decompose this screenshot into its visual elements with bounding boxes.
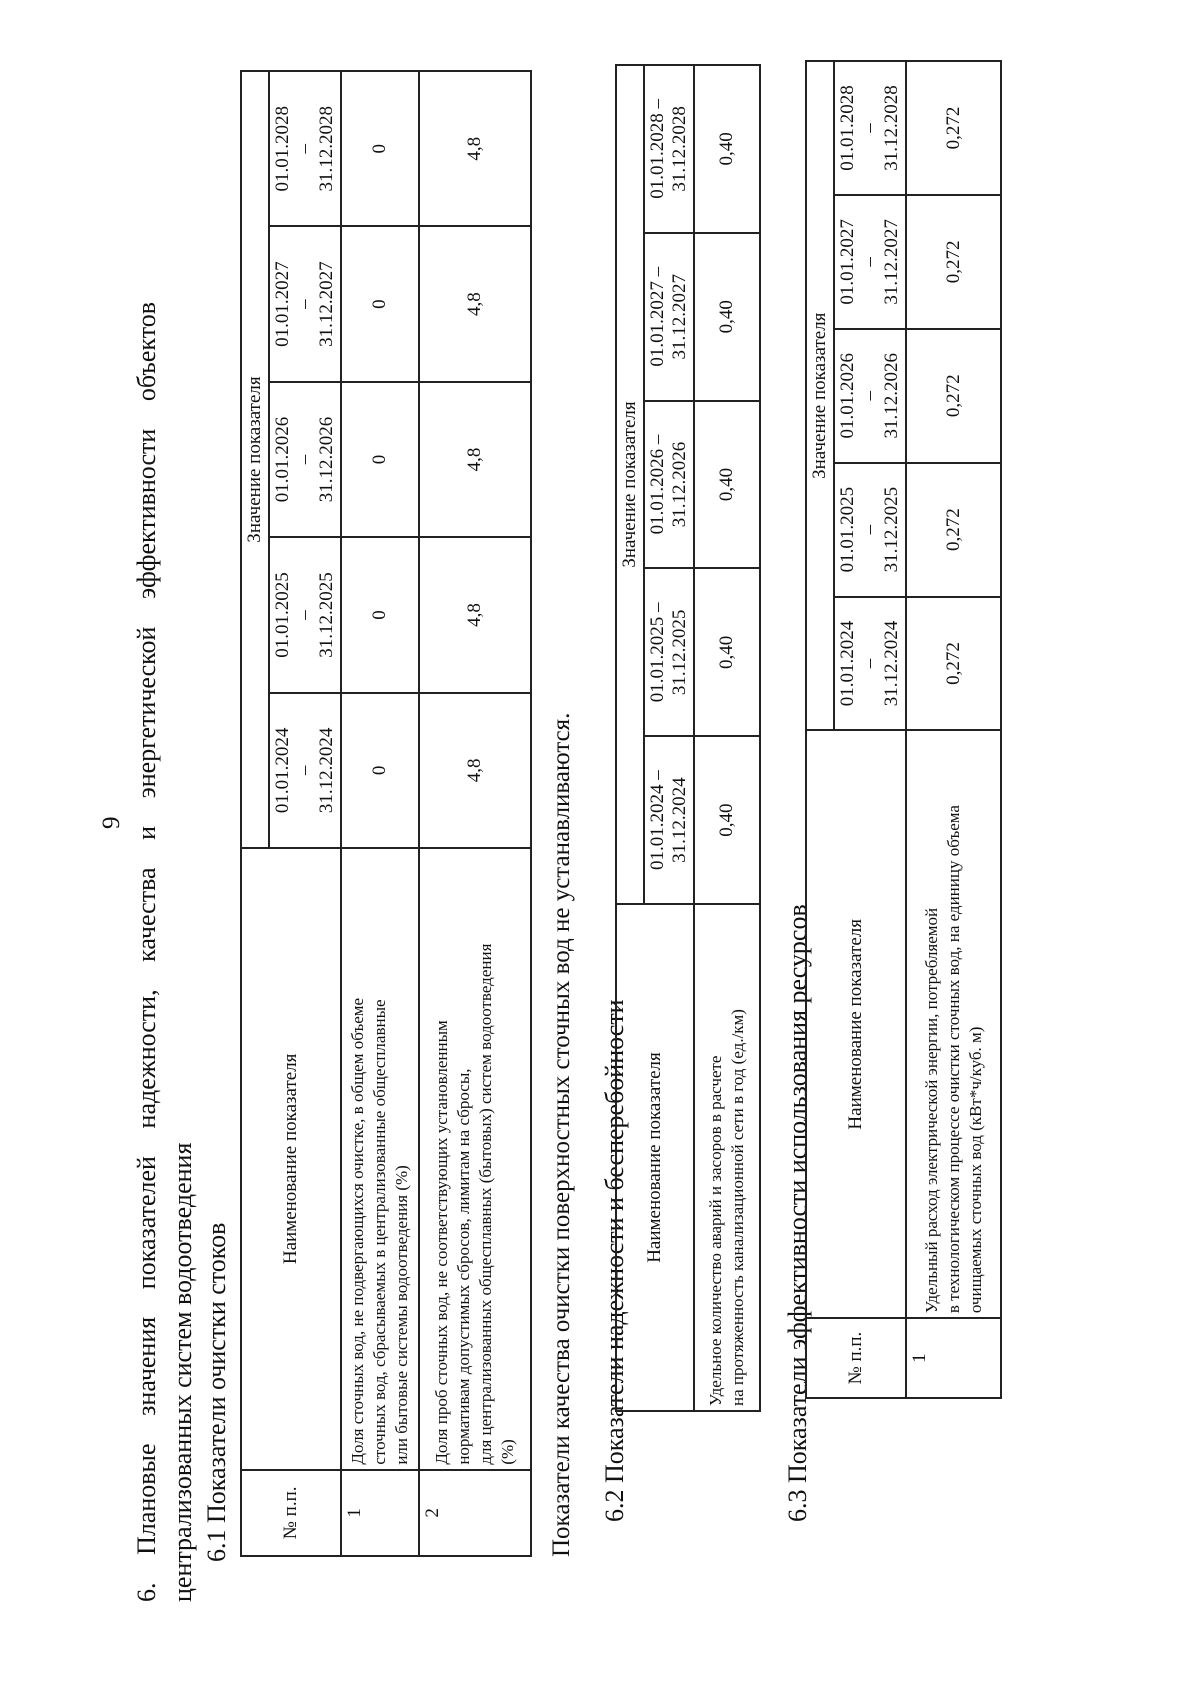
row-value: 0,272 xyxy=(906,597,1001,731)
s61-period: 01.01.2024 – 31.12.2024 xyxy=(269,693,341,848)
row-value: 0,272 xyxy=(906,61,1001,195)
row-value: 4,8 xyxy=(419,71,531,226)
s63-title: 6.3 Показатели эффективности использования ресурсов xyxy=(783,904,812,1522)
s61-period: 01.01.2027 – 31.12.2027 xyxy=(269,226,341,381)
row-value: 0,272 xyxy=(906,463,1001,597)
s63-period: 01.01.2027 – 31.12.2027 xyxy=(834,195,906,329)
s63-head-name: Наименование показателя xyxy=(806,730,906,1318)
row-name: Доля сточных вод, не подвергающихся очистке, в общем объеме сточных вод, сбрасываемых в централизованные общесплавные или бытовые системы водоотведения (%) xyxy=(341,848,419,1470)
table-row xyxy=(341,71,419,1556)
page-number: 9 xyxy=(98,816,125,829)
s61-period: 01.01.2025 – 31.12.2025 xyxy=(269,537,341,692)
s63-period: 01.01.2025 – 31.12.2025 xyxy=(834,463,906,597)
row-value: 0 xyxy=(341,226,419,381)
row-value: 4,8 xyxy=(419,382,531,537)
row-value: 4,8 xyxy=(419,537,531,692)
row-value: 0 xyxy=(341,693,419,848)
table-row xyxy=(419,71,531,1556)
row-value: 0 xyxy=(341,71,419,226)
row-value: 0 xyxy=(341,382,419,537)
row-value: 0,40 xyxy=(694,568,760,736)
row-num: 1 xyxy=(341,1470,419,1556)
s63-table xyxy=(805,60,1002,1399)
row-value: 0,40 xyxy=(694,65,760,233)
section-heading-cont: централизованных систем водоотведения xyxy=(168,1142,197,1602)
s63-head-num: № п.п. xyxy=(806,1318,906,1398)
row-value: 4,8 xyxy=(419,226,531,381)
s61-period: 01.01.2026 – 31.12.2026 xyxy=(269,382,341,537)
s61-table xyxy=(240,70,532,1557)
row-name: Удельное количество аварий и засоров в расчете на протяженность канализационной сети в год (ед./км) xyxy=(694,904,760,1411)
row-name: Доля проб сточных вод, не соответствующих установленным нормативам допустимых сбросов, лимитам на сбросы, для централизованных общесплавных (бытовых) систем водоотведения (%) xyxy=(419,848,531,1470)
row-value: 0,40 xyxy=(694,401,760,569)
table-row xyxy=(694,65,760,1411)
s62-period: 01.01.2024 – 31.12.2024 xyxy=(644,736,694,904)
s63-period: 01.01.2028 – 31.12.2028 xyxy=(834,61,906,195)
section-heading: 6. Плановые значения показателей надежности, качества и энергетической эффективности объектов xyxy=(132,302,161,1602)
s62-period: 01.01.2028 – 31.12.2028 xyxy=(644,65,694,233)
surface-water-note: Показатели качества очистки поверхностных сточных вод не устанавливаются. xyxy=(548,712,575,1557)
s62-head-name: Наименование показателя xyxy=(616,904,694,1411)
s62-period: 01.01.2025 – 31.12.2025 xyxy=(644,568,694,736)
s63-period: 01.01.2026 – 31.12.2026 xyxy=(834,329,906,463)
s61-period: 01.01.2028 – 31.12.2028 xyxy=(269,71,341,226)
s62-period: 01.01.2026 – 31.12.2026 xyxy=(644,401,694,569)
row-value: 0 xyxy=(341,537,419,692)
s63-period: 01.01.2024 – 31.12.2024 xyxy=(834,597,906,731)
s61-head-name: Наименование показателя xyxy=(241,848,341,1470)
table-row xyxy=(906,61,1001,1398)
row-name: Удельный расход электрической энергии, потребляемой в технологическом процессе очистки сточных вод, на единицу объема очищаемых сточных вод (кВт*ч/куб. м) xyxy=(906,730,1001,1318)
row-value: 0,40 xyxy=(694,736,760,904)
s62-period: 01.01.2027 – 31.12.2027 xyxy=(644,233,694,401)
row-value: 0,272 xyxy=(906,195,1001,329)
s61-title: 6.1 Показатели очистки стоков xyxy=(202,1222,231,1562)
s63-head-value: Значение показателя xyxy=(806,61,834,730)
row-value: 4,8 xyxy=(419,693,531,848)
row-num: 2 xyxy=(419,1470,531,1556)
row-value: 0,40 xyxy=(694,233,760,401)
s62-title: 6.2 Показатели надежности и бесперебойности xyxy=(600,999,629,1522)
s62-head-value: Значение показателя xyxy=(616,65,644,904)
s61-head-num: № п.п. xyxy=(241,1470,341,1556)
row-value: 0,272 xyxy=(906,329,1001,463)
s61-head-value: Значение показателя xyxy=(241,71,269,848)
s62-table xyxy=(615,64,761,1412)
row-num: 1 xyxy=(906,1318,1001,1398)
